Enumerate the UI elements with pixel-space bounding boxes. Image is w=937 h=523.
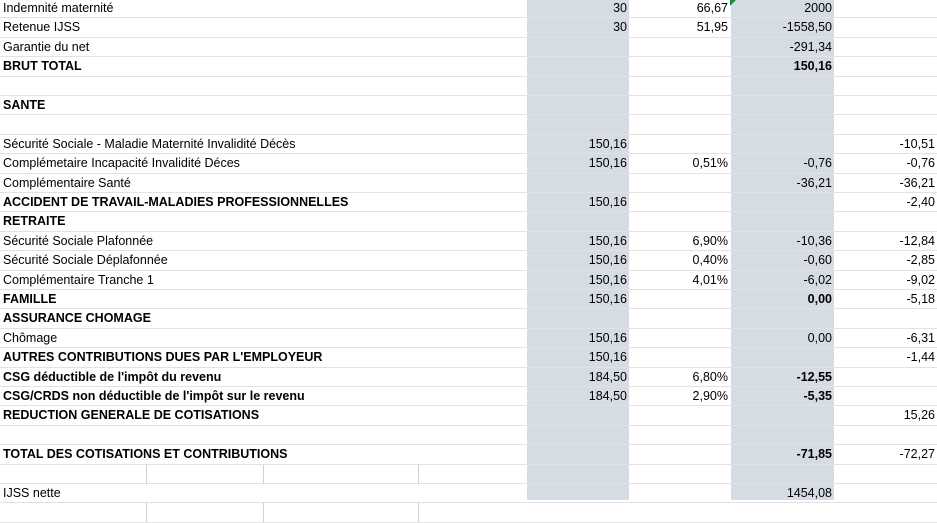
cell-c4[interactable]: -9,02 [906,272,935,287]
cell-c2[interactable] [629,348,728,367]
cell-c2[interactable] [629,465,728,484]
row-label[interactable]: ACCIDENT DE TRAVAIL-MALADIES PROFESSIONNELLES [3,195,349,209]
cell-c4[interactable] [834,368,935,387]
row-label[interactable]: ASSURANCE CHOMAGE [3,311,151,326]
row-label[interactable] [3,115,523,134]
cell-c4[interactable] [834,0,935,18]
cell-c2[interactable] [629,426,728,445]
cell-c2[interactable] [629,445,728,464]
table-row[interactable] [0,251,937,270]
table-row[interactable] [0,348,937,367]
table-row[interactable] [0,387,937,406]
cell-c4[interactable]: -5,18 [906,292,935,306]
cell-border [418,465,419,484]
cell-c2[interactable] [629,193,728,212]
table-row[interactable] [0,309,937,328]
cell-c2[interactable]: 66,67 [696,1,728,15]
cell-c4[interactable]: -72,27 [899,447,935,462]
cell-c3[interactable]: 0,00 [807,330,832,345]
cell-c2[interactable] [629,174,728,193]
cell-border [146,503,147,522]
row-label[interactable]: SANTE [3,98,46,112]
cell-c3[interactable]: 0,00 [807,292,832,306]
cell-c2[interactable]: 2,90% [692,389,728,403]
cell-c1[interactable] [527,96,627,115]
cell-c3[interactable]: 150,16 [793,59,832,74]
cell-c3[interactable] [731,212,832,231]
cell-c4[interactable] [834,309,935,328]
cell-c1[interactable]: 184,50 [588,389,627,403]
row-label[interactable]: REDUCTION GENERALE DE COTISATIONS [3,408,260,423]
row-label[interactable]: TOTAL DES COTISATIONS ET CONTRIBUTIONS [3,447,288,462]
cell-c3[interactable] [731,309,832,328]
cell-c2[interactable] [629,329,728,348]
cell-c4[interactable] [834,115,935,134]
cell-c3[interactable]: -5,35 [803,389,832,403]
cell-border [263,503,264,522]
cell-c1[interactable]: 150,16 [588,292,627,306]
cell-c2[interactable]: 51,95 [696,20,728,35]
row-label[interactable]: Sécurité Sociale - Maladie Maternité Invalidité Décès [3,136,296,151]
cell-c2[interactable] [629,290,728,309]
cell-c3[interactable]: -12,55 [796,369,832,384]
cell-c3[interactable] [731,96,832,115]
cell-c2[interactable] [629,309,728,328]
table-row[interactable] [0,18,937,37]
cell-c4[interactable] [834,503,935,522]
cell-c2[interactable] [629,212,728,231]
table-row[interactable] [0,77,937,96]
cell-border [263,465,264,484]
row-label[interactable]: Sécurité Sociale Plafonnée [3,233,154,248]
cell-c1[interactable] [527,465,627,484]
row-label[interactable]: Complémentaire Santé [3,175,131,190]
table-row[interactable] [0,271,937,290]
cell-c3[interactable]: -71,85 [796,447,832,462]
cell-c1[interactable] [527,445,627,464]
cell-c4[interactable] [834,77,935,96]
cell-c1[interactable] [527,115,627,134]
cell-c1[interactable]: 30 [613,1,627,15]
cell-c3[interactable] [731,406,832,425]
cell-c2[interactable]: 0,51% [692,156,728,171]
cell-c1[interactable]: 184,50 [588,369,627,384]
cell-c4[interactable]: 15,26 [903,408,935,423]
cell-c1[interactable] [527,57,627,76]
row-label[interactable] [3,426,523,445]
table-row[interactable] [0,503,937,522]
table-row[interactable] [0,193,937,212]
cell-c1[interactable] [527,38,627,57]
cell-c2[interactable] [629,135,728,154]
row-label[interactable]: Garantie du net [3,39,90,54]
table-row[interactable] [0,290,937,309]
table-row[interactable] [0,0,937,18]
row-label[interactable]: RETRAITE [3,214,66,229]
cell-c3[interactable]: -0,60 [803,253,832,268]
cell-c1[interactable] [527,212,627,231]
cell-c1[interactable] [527,503,627,522]
cell-c2[interactable] [629,484,728,503]
table-row[interactable] [0,426,937,445]
cell-c1[interactable]: 150,16 [588,156,627,171]
cell-c3[interactable] [731,193,832,212]
cell-c2[interactable]: 6,90% [692,233,728,248]
cell-c4[interactable] [834,465,935,484]
table-row[interactable] [0,174,937,193]
table-row[interactable] [0,38,937,57]
cell-c4[interactable] [834,38,935,57]
cell-c1[interactable] [527,174,627,193]
cell-c2[interactable]: 4,01% [692,272,728,287]
cell-c1[interactable]: 30 [613,20,627,35]
cell-c1[interactable] [527,77,627,96]
cell-c2[interactable]: 6,80% [692,369,728,384]
cell-c1[interactable]: 150,16 [588,253,627,268]
cell-c4[interactable]: -6,31 [906,330,935,345]
cell-c3[interactable] [731,426,832,445]
cell-c1[interactable] [527,426,627,445]
table-row[interactable] [0,212,937,231]
cell-c2[interactable] [629,115,728,134]
cell-c1[interactable]: 150,16 [588,330,627,345]
cell-c3[interactable]: -6,02 [803,272,832,287]
cell-c2[interactable]: 0,40% [692,253,728,268]
cell-c1[interactable] [527,309,627,328]
cell-c1[interactable]: 150,16 [588,350,627,365]
cell-c4[interactable]: -12,84 [899,233,935,248]
row-label[interactable] [3,77,523,96]
cell-c4[interactable]: -10,51 [899,136,935,151]
cell-c1[interactable]: 150,16 [588,233,627,248]
cell-c4[interactable] [834,96,935,115]
row-label[interactable]: Complémentaire Tranche 1 [3,272,154,287]
cell-c3[interactable] [731,503,832,522]
row-label[interactable]: IJSS nette [3,486,61,500]
cell-c3[interactable] [731,115,832,134]
table-row[interactable] [0,406,937,425]
cell-c4[interactable]: -1,44 [906,350,935,365]
cell-c2[interactable] [629,503,728,522]
row-label[interactable]: FAMILLE [3,292,57,306]
row-label[interactable]: Chômage [3,330,58,345]
cell-c2[interactable] [629,57,728,76]
cell-c2[interactable] [629,38,728,57]
cell-border [418,503,419,522]
cell-c3[interactable] [731,135,832,154]
cell-c4[interactable]: -2,85 [906,253,935,268]
cell-c4[interactable] [834,426,935,445]
row-label[interactable]: Complémetaire Incapacité Invalidité Déces [3,156,240,171]
cell-c4[interactable]: -2,40 [906,195,935,209]
cell-border [146,465,147,484]
cell-c2[interactable] [629,96,728,115]
row-label[interactable]: AUTRES CONTRIBUTIONS DUES PAR L'EMPLOYEUR [3,350,323,365]
cell-c1[interactable] [527,406,627,425]
cell-c4[interactable] [834,387,935,406]
cell-c1[interactable] [527,484,627,503]
table-row[interactable] [0,232,937,251]
cell-c1[interactable]: 150,16 [588,272,627,287]
cell-c2[interactable] [629,406,728,425]
row-label[interactable]: CSG/CRDS non déductible de l'impôt sur le revenu [3,389,305,403]
cell-c3[interactable]: -0,76 [803,156,832,171]
row-label[interactable]: Retenue IJSS [3,20,81,35]
cell-c4[interactable] [834,484,935,503]
row-label[interactable]: Sécurité Sociale Déplafonnée [3,253,168,268]
row-label[interactable]: Indemnité maternité [3,1,114,15]
table-row[interactable] [0,154,937,173]
cell-c3[interactable] [731,465,832,484]
cell-c3[interactable]: -291,34 [789,39,832,54]
row-label[interactable]: BRUT TOTAL [3,59,82,74]
cell-c4[interactable] [834,212,935,231]
table-row[interactable] [0,445,937,464]
cell-c4[interactable]: -0,76 [906,156,935,171]
cell-c4[interactable] [834,57,935,76]
table-row[interactable] [0,115,937,134]
cell-c2[interactable] [629,77,728,96]
cell-c3[interactable]: 2000 [804,1,832,15]
cell-c3[interactable] [731,348,832,367]
cell-c3[interactable] [731,77,832,96]
row-label[interactable]: CSG déductible de l'impôt du revenu [3,369,222,384]
cell-c3[interactable]: 1454,08 [786,486,832,500]
table-row[interactable] [0,465,937,484]
table-row[interactable] [0,57,937,76]
cell-c3[interactable]: -1558,50 [782,20,832,35]
cell-c4[interactable] [834,18,935,37]
cell-c1[interactable]: 150,16 [588,195,627,209]
cell-c1[interactable]: 150,16 [588,136,627,151]
cell-c3[interactable]: -36,21 [796,175,832,190]
table-row[interactable] [0,135,937,154]
table-row[interactable] [0,368,937,387]
table-row[interactable] [0,329,937,348]
table-row[interactable] [0,484,937,503]
cell-c3[interactable]: -10,36 [796,233,832,248]
table-row[interactable] [0,96,937,115]
cell-c4[interactable]: -36,21 [899,175,935,190]
